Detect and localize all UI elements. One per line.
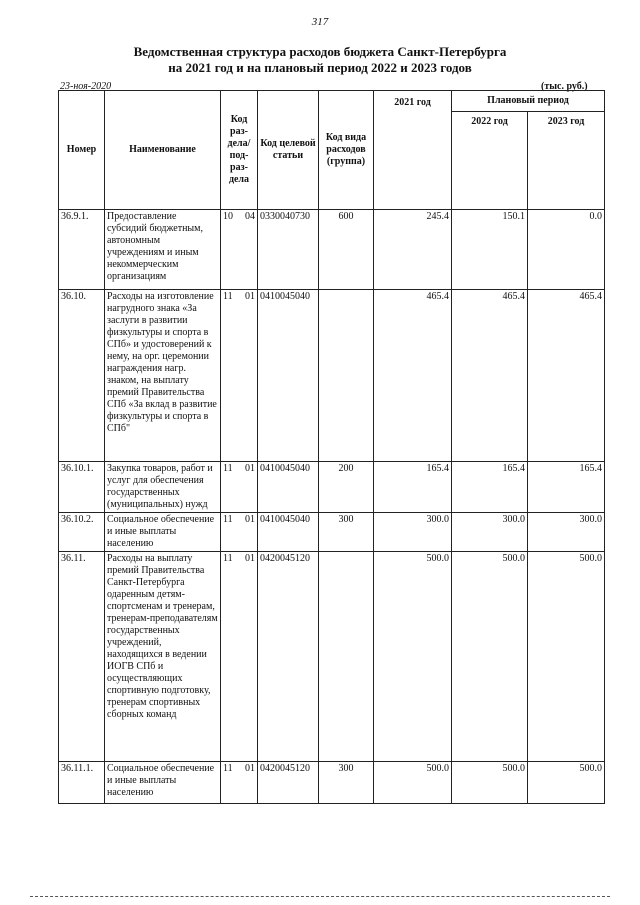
subsection-code: 01 <box>245 463 255 474</box>
expenditure-table <box>58 90 605 804</box>
table-row <box>59 462 605 513</box>
row-target-code: 0410045040 <box>258 462 319 513</box>
row-name: Закупка товаров, работ и услуг для обеспечения государственных (муниципальных) нужд <box>105 462 221 513</box>
section-code-pair <box>223 763 255 774</box>
header-2022: 2022 год <box>452 112 528 210</box>
section-code-pair <box>223 463 255 474</box>
subsection-code: 01 <box>245 763 255 774</box>
section-code-pair <box>223 291 255 302</box>
row-value-2022: 165.4 <box>452 462 528 513</box>
subsection-code: 01 <box>245 553 255 564</box>
section-code: 11 <box>223 763 233 774</box>
header-2023: 2023 год <box>528 112 605 210</box>
row-name: Расходы на выплату премий Правительства Санкт-Петербурга одаренным детям-спортсменам и тренерам, тренерам-преподавателям государственных учреждений, находящихся в ведении ИОГВ СПб и осуществляющих спортивную подготовку, тренерам спортивных сборных команд <box>105 552 221 762</box>
row-target-code: 0420045120 <box>258 552 319 762</box>
row-value-2022: 500.0 <box>452 762 528 804</box>
row-number: 36.11. <box>59 552 105 762</box>
section-code: 11 <box>223 463 233 474</box>
header-section-code: Код раз-дела/ под-раз-дела <box>221 91 258 210</box>
subsection-code: 01 <box>245 514 255 525</box>
table-row <box>59 290 605 462</box>
row-expense-kind: 200 <box>319 462 374 513</box>
section-code: 11 <box>223 553 233 564</box>
row-expense-kind: 300 <box>319 513 374 552</box>
header-expense-kind-code: Код вида расходов (группа) <box>319 91 374 210</box>
row-value-2021: 500.0 <box>374 762 452 804</box>
row-target-code: 0410045040 <box>258 513 319 552</box>
section-code: 11 <box>223 291 233 302</box>
row-value-2023: 165.4 <box>528 462 605 513</box>
header-number: Номер <box>59 91 105 210</box>
row-expense-kind: 600 <box>319 210 374 290</box>
row-value-2022: 300.0 <box>452 513 528 552</box>
row-section-code <box>221 462 258 513</box>
row-section-code <box>221 762 258 804</box>
row-number: 36.10.2. <box>59 513 105 552</box>
section-code: 10 <box>223 211 233 222</box>
header-name: Наименование <box>105 91 221 210</box>
units-label: (тыс. руб.) <box>541 81 588 92</box>
table-row <box>59 513 605 552</box>
row-section-code <box>221 513 258 552</box>
table-row <box>59 552 605 762</box>
row-number: 36.10.1. <box>59 462 105 513</box>
row-value-2021: 165.4 <box>374 462 452 513</box>
row-value-2021: 245.4 <box>374 210 452 290</box>
table-body <box>59 210 605 804</box>
row-expense-kind: 300 <box>319 762 374 804</box>
row-value-2023: 500.0 <box>528 762 605 804</box>
row-number: 36.9.1. <box>59 210 105 290</box>
row-target-code: 0410045040 <box>258 290 319 462</box>
row-section-code <box>221 290 258 462</box>
row-value-2022: 465.4 <box>452 290 528 462</box>
section-code-pair <box>223 514 255 525</box>
title-line-1: Ведомственная структура расходов бюджета Санкт-Петербурга <box>133 44 507 59</box>
row-value-2023: 500.0 <box>528 552 605 762</box>
row-name: Расходы на изготовление нагрудного знака «За заслуги в развитии физкультуры и спорта в СПб» и удостоверений к нему, на орг. церемонии награждения нагр. знаком, на выплату премий Правительства СПб «За вклад в развитие физкультуры и спорта в СПб" <box>105 290 221 462</box>
row-value-2023: 465.4 <box>528 290 605 462</box>
header-planned-period: Плановый период <box>452 91 605 112</box>
row-expense-kind <box>319 552 374 762</box>
bottom-rule <box>30 896 610 897</box>
table-row <box>59 762 605 804</box>
row-value-2022: 150.1 <box>452 210 528 290</box>
section-code-pair <box>223 211 255 222</box>
subsection-code: 01 <box>245 291 255 302</box>
row-expense-kind <box>319 290 374 462</box>
row-number: 36.10. <box>59 290 105 462</box>
section-code: 11 <box>223 514 233 525</box>
subsection-code: 04 <box>245 211 255 222</box>
header-2021: 2021 год <box>374 91 452 210</box>
row-name: Предоставление субсидий бюджетным, автономным учреждениям и иным некоммерческим организациям <box>105 210 221 290</box>
row-target-code: 0330040730 <box>258 210 319 290</box>
row-name: Социальное обеспечение и иные выплаты населению <box>105 513 221 552</box>
row-value-2022: 500.0 <box>452 552 528 762</box>
document-title <box>0 44 640 76</box>
row-value-2023: 300.0 <box>528 513 605 552</box>
row-value-2021: 465.4 <box>374 290 452 462</box>
row-section-code <box>221 210 258 290</box>
row-value-2021: 300.0 <box>374 513 452 552</box>
title-line-2: на 2021 год и на плановый период 2022 и 2023 годов <box>168 60 472 75</box>
table-row <box>59 210 605 290</box>
section-code-pair <box>223 553 255 564</box>
page-number: 317 <box>311 16 329 28</box>
row-target-code: 0420045120 <box>258 762 319 804</box>
row-value-2021: 500.0 <box>374 552 452 762</box>
row-number: 36.11.1. <box>59 762 105 804</box>
document-date: 23-ноя-2020 <box>60 81 112 92</box>
header-target-code: Код целевой статьи <box>258 91 319 210</box>
row-name: Социальное обеспечение и иные выплаты населению <box>105 762 221 804</box>
row-value-2023: 0.0 <box>528 210 605 290</box>
row-section-code <box>221 552 258 762</box>
